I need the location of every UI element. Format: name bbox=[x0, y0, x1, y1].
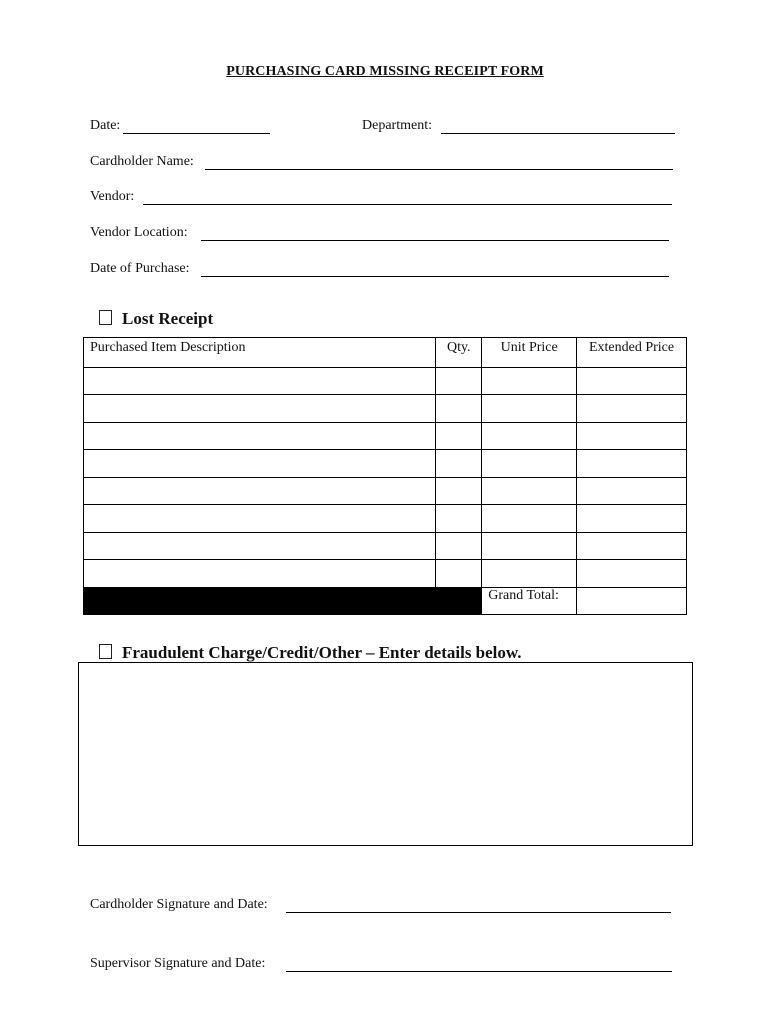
vendor-location-label: Vendor Location: bbox=[90, 225, 188, 240]
description-cell[interactable] bbox=[84, 505, 436, 533]
qty-cell[interactable] bbox=[436, 367, 482, 395]
extended-price-cell[interactable] bbox=[577, 532, 687, 560]
supervisor-signature-field[interactable] bbox=[286, 971, 672, 972]
date-field[interactable] bbox=[123, 133, 270, 134]
table-row bbox=[84, 505, 687, 533]
supervisor-signature-label: Supervisor Signature and Date: bbox=[90, 956, 266, 971]
vendor-label: Vendor: bbox=[90, 189, 135, 204]
column-header-unit-price: Unit Price bbox=[482, 338, 577, 368]
cardholder-signature-field[interactable] bbox=[286, 912, 671, 913]
form-title: PURCHASING CARD MISSING RECEIPT FORM bbox=[226, 64, 544, 79]
table-row bbox=[84, 532, 687, 560]
fraudulent-option[interactable] bbox=[99, 643, 522, 663]
description-cell[interactable] bbox=[84, 422, 436, 450]
extended-price-cell[interactable] bbox=[577, 505, 687, 533]
unit-price-cell[interactable] bbox=[482, 532, 577, 560]
vendor-field[interactable] bbox=[143, 204, 672, 205]
unit-price-cell[interactable] bbox=[482, 505, 577, 533]
cardholder-name-field[interactable] bbox=[205, 169, 673, 170]
unit-price-cell[interactable] bbox=[482, 395, 577, 423]
extended-price-cell[interactable] bbox=[577, 367, 687, 395]
date-of-purchase-label: Date of Purchase: bbox=[90, 261, 190, 276]
description-cell[interactable] bbox=[84, 450, 436, 478]
unit-price-cell[interactable] bbox=[482, 367, 577, 395]
unit-price-cell[interactable] bbox=[482, 450, 577, 478]
grand-total-row bbox=[84, 587, 687, 615]
table-row bbox=[84, 477, 687, 505]
column-header-qty: Qty. bbox=[436, 338, 482, 368]
department-field[interactable] bbox=[441, 133, 675, 134]
date-label: Date: bbox=[90, 118, 121, 133]
grand-total-label: Grand Total: bbox=[482, 587, 577, 615]
column-header-extended-price: Extended Price bbox=[577, 338, 687, 368]
qty-cell[interactable] bbox=[436, 505, 482, 533]
fraudulent-checkbox[interactable] bbox=[99, 644, 112, 659]
qty-cell[interactable] bbox=[436, 422, 482, 450]
table-row bbox=[84, 422, 687, 450]
table-row bbox=[84, 367, 687, 395]
qty-cell[interactable] bbox=[436, 532, 482, 560]
extended-price-cell[interactable] bbox=[577, 422, 687, 450]
unit-price-cell[interactable] bbox=[482, 477, 577, 505]
table-row bbox=[84, 450, 687, 478]
qty-cell[interactable] bbox=[436, 450, 482, 478]
unit-price-cell[interactable] bbox=[482, 560, 577, 588]
fraudulent-label: Fraudulent Charge/Credit/Other – Enter details below. bbox=[122, 643, 522, 662]
qty-cell[interactable] bbox=[436, 560, 482, 588]
lost-receipt-option[interactable] bbox=[99, 309, 213, 329]
table-row bbox=[84, 560, 687, 588]
date-of-purchase-field[interactable] bbox=[201, 276, 669, 277]
details-textbox[interactable] bbox=[78, 662, 693, 846]
extended-price-cell[interactable] bbox=[577, 477, 687, 505]
department-label: Department: bbox=[362, 118, 432, 133]
qty-cell[interactable] bbox=[436, 395, 482, 423]
description-cell[interactable] bbox=[84, 532, 436, 560]
blacked-out-cell bbox=[84, 587, 482, 615]
description-cell[interactable] bbox=[84, 367, 436, 395]
extended-price-cell[interactable] bbox=[577, 450, 687, 478]
purchased-items-table bbox=[83, 337, 687, 615]
column-header-description: Purchased Item Description bbox=[84, 338, 436, 368]
grand-total-cell[interactable] bbox=[577, 587, 687, 615]
description-cell[interactable] bbox=[84, 477, 436, 505]
table-row bbox=[84, 395, 687, 423]
description-cell[interactable] bbox=[84, 560, 436, 588]
extended-price-cell[interactable] bbox=[577, 560, 687, 588]
extended-price-cell[interactable] bbox=[577, 395, 687, 423]
table-header-row bbox=[84, 338, 687, 368]
lost-receipt-checkbox[interactable] bbox=[99, 310, 112, 325]
vendor-location-field[interactable] bbox=[201, 240, 669, 241]
cardholder-signature-label: Cardholder Signature and Date: bbox=[90, 897, 268, 912]
cardholder-name-label: Cardholder Name: bbox=[90, 154, 194, 169]
unit-price-cell[interactable] bbox=[482, 422, 577, 450]
qty-cell[interactable] bbox=[436, 477, 482, 505]
lost-receipt-label: Lost Receipt bbox=[122, 309, 214, 328]
description-cell[interactable] bbox=[84, 395, 436, 423]
